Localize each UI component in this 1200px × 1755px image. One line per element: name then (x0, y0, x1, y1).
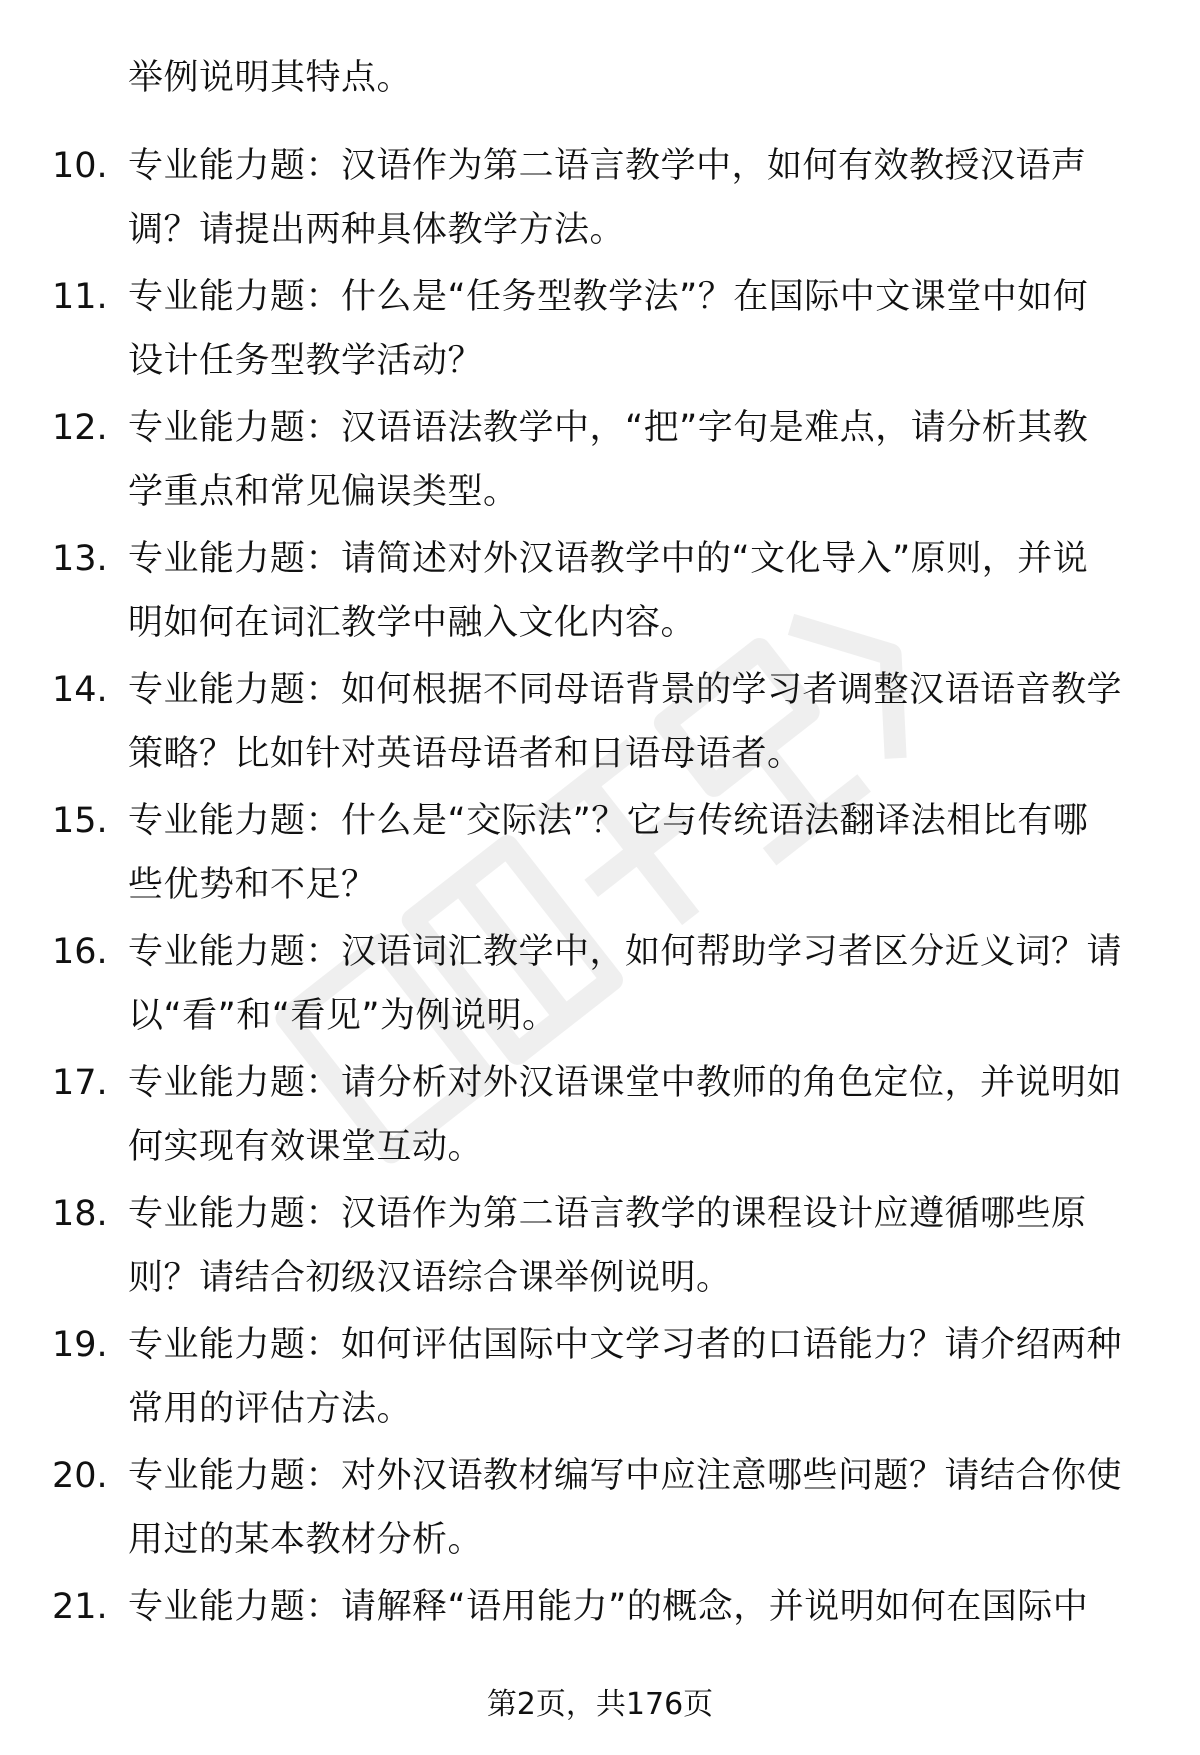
question-number: 15. (52, 801, 108, 841)
list-item (0, 1182, 1200, 1313)
question-list (0, 134, 1200, 1706)
question-number: 19. (52, 1325, 108, 1365)
question-line: 则？请结合初级汉语综合课举例说明。 (128, 1258, 732, 1298)
question-text (128, 920, 1128, 1048)
question-line: 专业能力题：请简述对外汉语教学中的“文化导入”原则，并说 (128, 539, 1089, 579)
list-item (0, 920, 1200, 1051)
question-line: 调？请提出两种具体教学方法。 (128, 210, 626, 250)
question-text (128, 1313, 1128, 1441)
question-line: 专业能力题：什么是“任务型教学法”？在国际中文课堂中如何 (128, 277, 1089, 317)
question-line: 专业能力题：汉语作为第二语言教学的课程设计应遵循哪些原 (128, 1194, 1087, 1234)
question-text (128, 527, 1128, 655)
question-line: 策略？比如针对英语母语者和日语母语者。 (128, 734, 803, 774)
list-item (0, 527, 1200, 658)
question-line: 以“看”和“看见”为例说明。 (128, 996, 558, 1036)
question-text (128, 1575, 1128, 1639)
question-line: 些优势和不足？ (128, 865, 377, 905)
question-number: 16. (52, 932, 108, 972)
list-item (0, 1444, 1200, 1575)
list-item (0, 1313, 1200, 1444)
question-number: 11. (52, 277, 108, 317)
question-text (128, 134, 1128, 262)
question-text (128, 789, 1128, 917)
question-text (128, 1051, 1128, 1179)
question-line: 专业能力题：对外汉语教材编写中应注意哪些问题？请结合你使 (128, 1456, 1123, 1496)
question-line: 何实现有效课堂互动。 (128, 1127, 484, 1167)
list-item (0, 658, 1200, 789)
question-line: 专业能力题：请解释“语用能力”的概念，并说明如何在国际中 (128, 1587, 1089, 1627)
question-number: 18. (52, 1194, 108, 1234)
question-number: 12. (52, 408, 108, 448)
list-item (0, 396, 1200, 527)
question-line: 常用的评估方法。 (128, 1389, 413, 1429)
question-line: 明如何在词汇教学中融入文化内容。 (128, 603, 697, 643)
question-number: 21. (52, 1587, 108, 1627)
question-number: 17. (52, 1063, 108, 1103)
question-line: 专业能力题：什么是“交际法”？它与传统语法翻译法相比有哪 (128, 801, 1089, 841)
question-line: 专业能力题：汉语作为第二语言教学中，如何有效教授汉语声 (128, 146, 1087, 186)
page-footer: 第2页，共176页 (486, 1687, 714, 1722)
question-number: 10. (52, 146, 108, 186)
list-item (0, 134, 1200, 265)
question-line: 专业能力题：汉语词汇教学中，如何帮助学习者区分近义词？请 (128, 932, 1123, 972)
list-item (0, 265, 1200, 396)
list-item (0, 1051, 1200, 1182)
continuation-line: 举例说明其特点。 (128, 58, 413, 98)
question-line: 专业能力题：如何根据不同母语背景的学习者调整汉语语音教学 (128, 670, 1123, 710)
question-line: 专业能力题：汉语语法教学中，“把”字句是难点，请分析其教 (128, 408, 1089, 448)
question-text (128, 265, 1128, 393)
question-line: 设计任务型教学活动？ (128, 341, 484, 381)
question-text (128, 658, 1128, 786)
question-line: 专业能力题：如何评估国际中文学习者的口语能力？请介绍两种 (128, 1325, 1123, 1365)
question-text (128, 1444, 1128, 1572)
question-line: 用过的某本教材分析。 (128, 1520, 484, 1560)
question-number: 14. (52, 670, 108, 710)
list-item (0, 789, 1200, 920)
question-line: 学重点和常见偏误类型。 (128, 472, 519, 512)
question-number: 20. (52, 1456, 108, 1496)
question-text (128, 396, 1128, 524)
question-line: 专业能力题：请分析对外汉语课堂中教师的角色定位，并说明如 (128, 1063, 1123, 1103)
question-number: 13. (52, 539, 108, 579)
question-text (128, 1182, 1128, 1310)
